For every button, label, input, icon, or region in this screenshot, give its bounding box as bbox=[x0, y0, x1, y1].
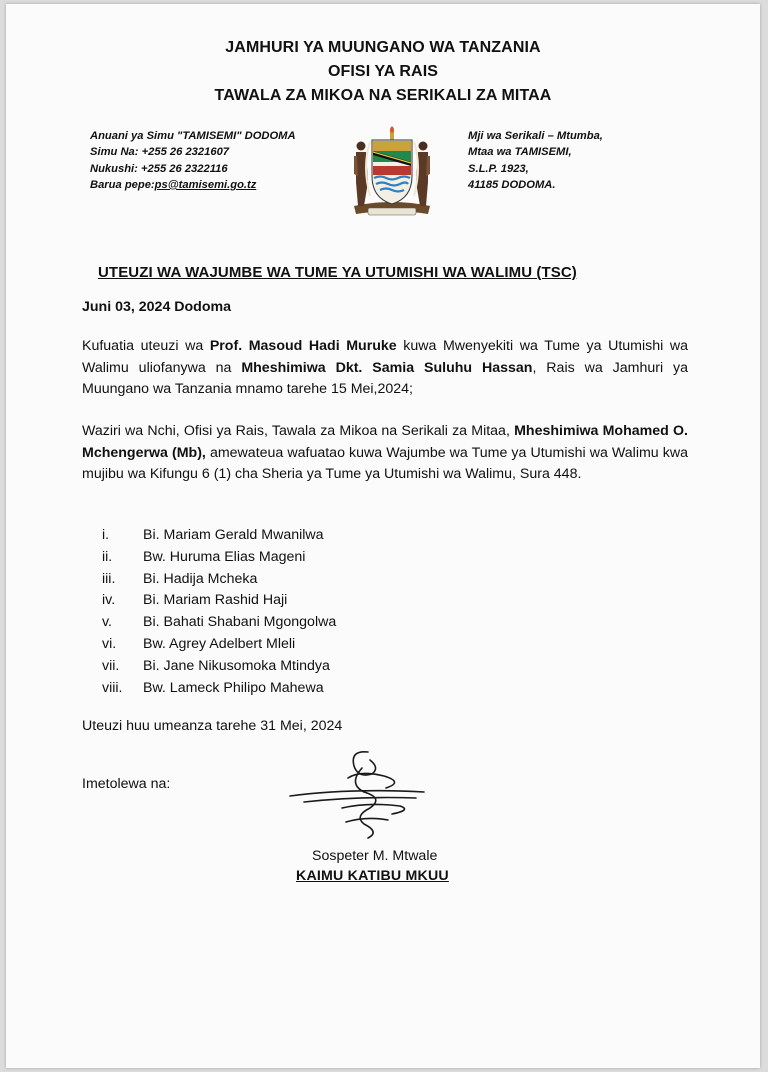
paragraph-2 bbox=[82, 421, 688, 486]
postcode-line: 41185 DODOMA. bbox=[468, 178, 556, 191]
list-item bbox=[102, 634, 336, 656]
list-item bbox=[102, 678, 336, 700]
list-number: v. bbox=[102, 614, 112, 631]
start-date-note: Uteuzi huu umeanza tarehe 31 Mei, 2024 bbox=[82, 718, 343, 734]
address-right bbox=[468, 128, 603, 193]
list-item bbox=[102, 656, 336, 678]
member-name: Bw. Lameck Philipo Mahewa bbox=[143, 679, 324, 696]
signatory-name: Sospeter M. Mtwale bbox=[312, 848, 438, 864]
phone-number: Simu Na: +255 26 2321607 bbox=[90, 146, 230, 159]
list-number: vii. bbox=[102, 657, 120, 674]
list-number: ii. bbox=[102, 548, 113, 565]
po-box-line: S.L.P. 1923, bbox=[468, 162, 529, 175]
para1-text-1: Kufuatia uteuzi wa bbox=[82, 338, 210, 354]
coat-of-arms-icon bbox=[348, 126, 436, 218]
list-item bbox=[102, 525, 336, 547]
list-item bbox=[102, 590, 336, 612]
email-link[interactable]: ps@tamisemi.go.tz bbox=[154, 178, 257, 191]
para2-text-1: Waziri wa Nchi, Ofisi ya Rais, Tawala za Mikoa na Serikali za Mitaa, bbox=[82, 423, 515, 439]
header-line-3: TAWALA ZA MIKOA NA SERIKALI ZA MITAA bbox=[214, 87, 552, 104]
document-title: UTEUZI WA WAJUMBE WA TUME YA UTUMISHI WA WALIMU (TSC) bbox=[98, 264, 577, 281]
members-list bbox=[102, 525, 336, 699]
address-left bbox=[90, 128, 296, 193]
list-number: iii. bbox=[102, 570, 116, 587]
para1-text-2: kuwa Mwenyekiti wa Tume ya Utumishi wa Walimu uliofanywa na bbox=[82, 338, 688, 376]
signature-icon bbox=[288, 748, 428, 840]
street-line: Mtaa wa TAMISEMI, bbox=[468, 146, 572, 159]
member-name: Bi. Mariam Rashid Haji bbox=[143, 592, 288, 609]
header-line-2: OFISI YA RAIS bbox=[327, 63, 439, 80]
para1-president: Mheshimiwa Dkt. Samia Suluhu Hassan bbox=[241, 359, 533, 376]
para1-chairperson: Prof. Masoud Hadi Muruke bbox=[209, 338, 397, 354]
list-number: viii. bbox=[102, 679, 123, 696]
email-prefix: Barua pepe: bbox=[90, 178, 155, 191]
member-name: Bw. Huruma Elias Mageni bbox=[143, 548, 306, 565]
list-item bbox=[102, 569, 336, 591]
email-line bbox=[90, 177, 296, 193]
list-number: i. bbox=[102, 527, 110, 543]
para2-minister: Mheshimiwa Mohamed O. Mchengerwa (Mb), bbox=[82, 423, 688, 461]
list-number: vi. bbox=[102, 635, 117, 652]
paragraph-1 bbox=[82, 336, 688, 401]
telegram-address: Anuani ya Simu "TAMISEMI" DODOMA bbox=[90, 130, 296, 142]
fax-number: Nukushi: +255 26 2322116 bbox=[90, 162, 228, 175]
member-name: Bi. Hadija Mcheka bbox=[143, 570, 258, 587]
member-name: Bi. Bahati Shabani Mgongolwa bbox=[143, 614, 337, 631]
member-name: Bi. Jane Nikusomoka Mtindya bbox=[143, 657, 330, 674]
document-date: Juni 03, 2024 Dodoma bbox=[82, 299, 232, 315]
para1-text-3: , Rais wa Jamhuri ya Muungano wa Tanzania mnamo tarehe 15 Mei,2024; bbox=[82, 359, 688, 397]
list-item bbox=[102, 612, 336, 634]
document-page bbox=[6, 4, 760, 1068]
member-name: Bw. Agrey Adelbert Mleli bbox=[143, 635, 296, 652]
list-number: iv. bbox=[102, 592, 116, 609]
header-line-1: JAMHURI YA MUUNGANO WA TANZANIA bbox=[225, 39, 541, 56]
list-item bbox=[102, 547, 336, 569]
city-line: Mji wa Serikali – Mtumba, bbox=[468, 130, 603, 142]
member-name: Bi. Mariam Gerald Mwanilwa bbox=[143, 527, 324, 543]
signatory-title: KAIMU KATIBU MKUU bbox=[296, 868, 449, 884]
para2-text-2: amewateua wafuatao kuwa Wajumbe wa Tume ya Utumishi wa Walimu kwa mujibu wa Kifungu 6 (1) cha Sheria ya Tume ya Utumishi wa Walimu, Sura 448. bbox=[82, 444, 688, 482]
issued-by-label: Imetolewa na: bbox=[82, 776, 171, 792]
